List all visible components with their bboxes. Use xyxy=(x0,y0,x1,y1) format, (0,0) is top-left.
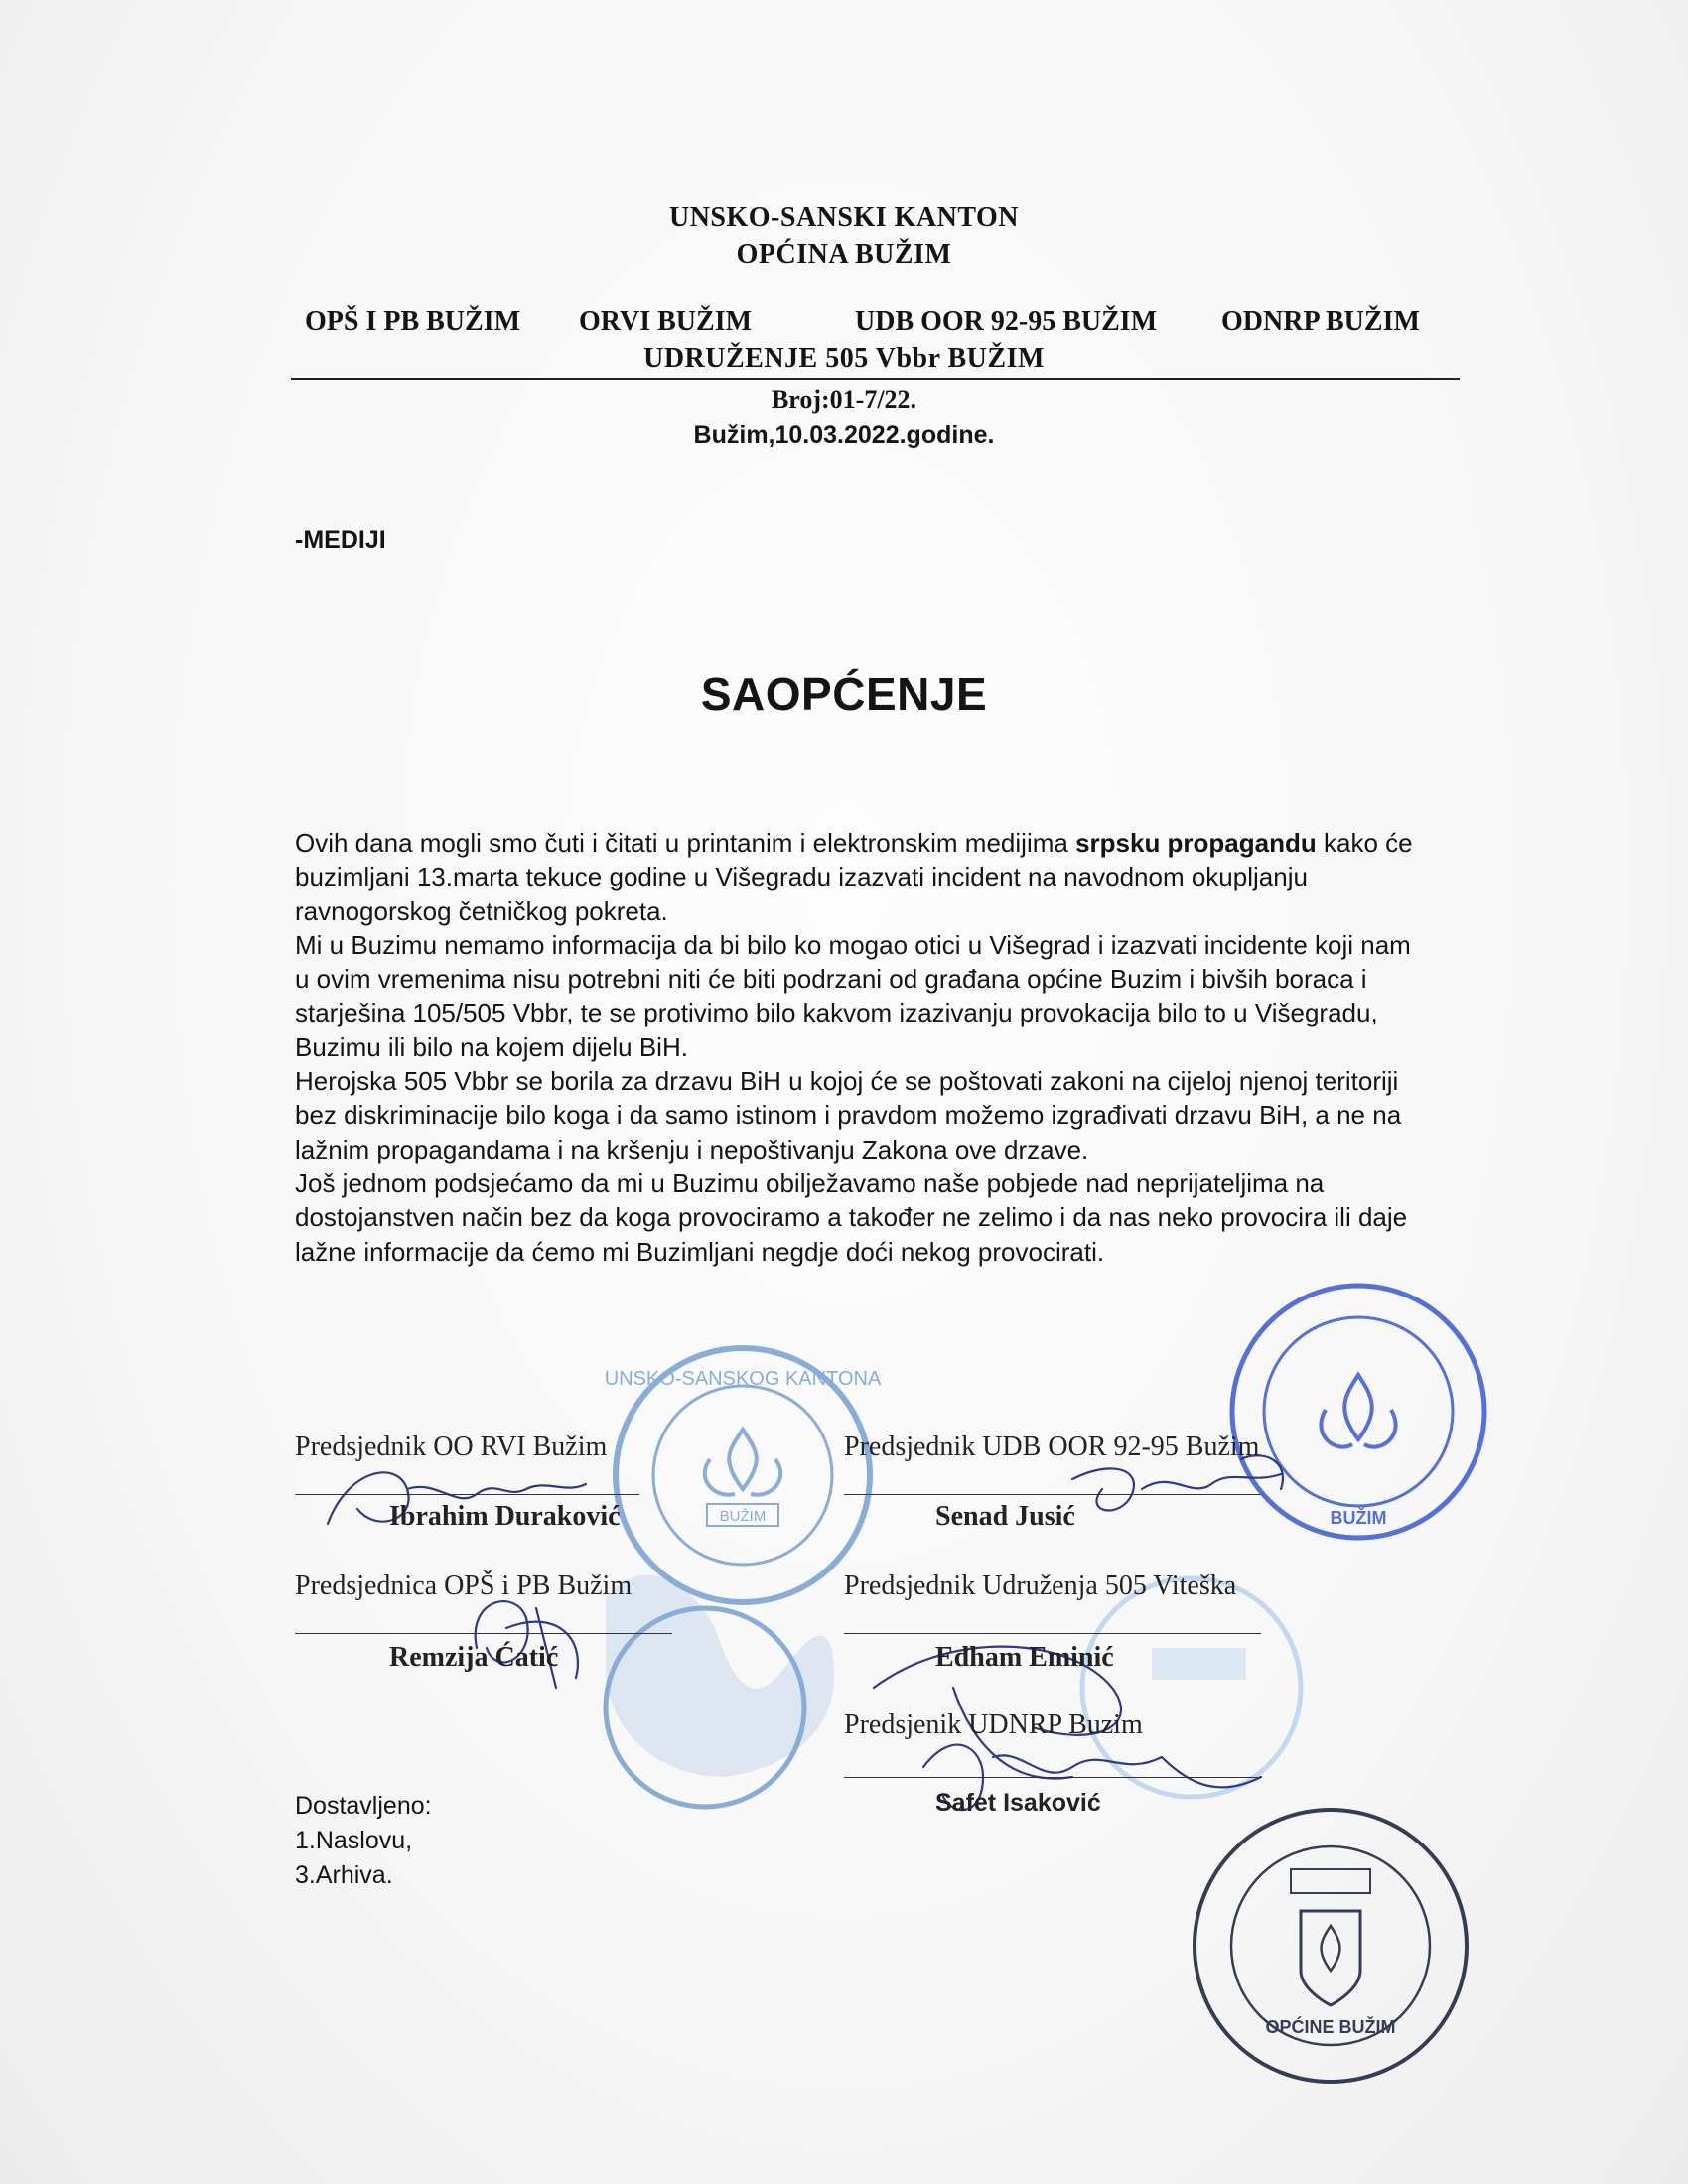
paragraph-3: Herojska 505 Vbbr se borila za drzavu BiH u kojoj će se poštovati zakoni na cijeloj njenoj teritoriji bez diskriminacije bilo koga i da samo istinom i pravdom možemo izgrađivati drzavu BiH, a ne na lažnim propagandama i na kršenju i nepoštivanju Zakona ove drzave. xyxy=(295,1066,1402,1164)
signature-4-line xyxy=(844,1633,1261,1634)
header-org-orvi: ORVI BUŽIM xyxy=(579,306,753,337)
delivered-item: 1.Naslovu, xyxy=(295,1827,413,1854)
signature-3-line xyxy=(295,1633,672,1634)
delivered-item: 3.Arhiva. xyxy=(295,1861,393,1889)
emphasis: srpsku propagandu xyxy=(1075,828,1317,858)
rvi-stamp xyxy=(605,1348,882,1807)
stamp-bottom-text: BUŽIM xyxy=(1330,1508,1387,1528)
signature-1-label: Predsjednik OO RVI Bužim xyxy=(295,1432,608,1462)
dobitnici-stamp xyxy=(1195,1810,1467,2082)
delivered-heading: Dostavljeno: xyxy=(295,1792,432,1820)
document-date: Bužim,10.03.2022.godine. xyxy=(693,421,995,449)
signature-2-name: Senad Jusić xyxy=(935,1501,1075,1532)
signature-3-label: Predsjednica OPŠ i PB Bužim xyxy=(295,1570,633,1601)
paragraph-2: Mi u Buzimu nemamo informacija da bi bilo ko mogao otici u Višegrad i izazvati incidente koji nam u ovim vremenima nisu potrebni niti će biti podrzani od građana općine Buzim i bivših boraca i starješina 105/505 Vbbr, te se protivimo bilo kakvom izazivanju provokacija bilo to u Višegradu, Buzimu ili bilo na kojem dijelu BiH. xyxy=(295,929,1411,1062)
header-org-odnrp: ODNRP BUŽIM xyxy=(1221,306,1420,337)
signature-5-name: Safet Isaković xyxy=(935,1789,1101,1817)
vbbr-stamp xyxy=(1082,1578,1301,1797)
signature-2-line xyxy=(844,1494,1261,1495)
header-canton: UNSKO-SANSKI KANTON xyxy=(668,203,1020,233)
paragraph-4: Još jednom podsjećamo da mi u Buzimu obilježavamo naše pobjede nad neprijateljima na dostojanstven način bez da koga provociramo a također ne zelimo i da nas neko provocira ili daje lažne informacije da ćemo mi Buzimljani negdje doći nekog provocirati. xyxy=(295,1167,1408,1267)
udb-stamp xyxy=(1232,1286,1484,1538)
signature-5-line xyxy=(844,1777,1261,1778)
signature-3-name: Remzija Ćatić xyxy=(389,1642,559,1673)
stamp-inner-text: OPĆINE BUŽIM xyxy=(1265,2017,1396,2037)
signature-jusic xyxy=(1072,1455,1283,1510)
document-title: SAOPĆENJE xyxy=(700,668,988,720)
signature-2-label: Predsjednik UDB OOR 92-95 Bužim xyxy=(844,1432,1260,1462)
header-association: UDRUŽENJE 505 Vbbr BUŽIM xyxy=(643,343,1045,374)
stamp-ring-text: UNSKO-SANSKOG KANTONA xyxy=(604,1368,882,1390)
header-org-udb: UDB OOR 92-95 BUŽIM xyxy=(855,306,1158,337)
recipient: -MEDIJI xyxy=(295,526,386,554)
header-municipality: OPĆINA BUŽIM xyxy=(736,239,952,270)
signature-1-name: Ibrahim Duraković xyxy=(389,1501,621,1532)
delivered-list xyxy=(295,1789,432,1893)
signature-4-name: Edham Eminić xyxy=(935,1642,1114,1673)
document-number: Broj:01-7/22. xyxy=(771,385,917,414)
stamp-inner-text: BUŽIM xyxy=(719,1508,767,1525)
signature-4-label: Predsjednik Udruženja 505 Viteška xyxy=(844,1570,1237,1601)
header-org-ops: OPŠ I PB BUŽIM xyxy=(305,306,521,337)
signature-5-label: Predsjenik UDNRP Buzim xyxy=(844,1709,1143,1740)
paragraph-1: Ovih dana mogli smo čuti i čitati u printanim i elektronskim medijima srpsku propagandu kako će buzimljani 13.marta tekuce godine u Višegradu izazvati incident na navodnom okupljanju ravnogorskog četničkog pokreta. xyxy=(295,828,1413,926)
signature-1-line xyxy=(295,1494,639,1495)
body-text xyxy=(295,826,1427,1269)
header-divider xyxy=(291,378,1460,380)
